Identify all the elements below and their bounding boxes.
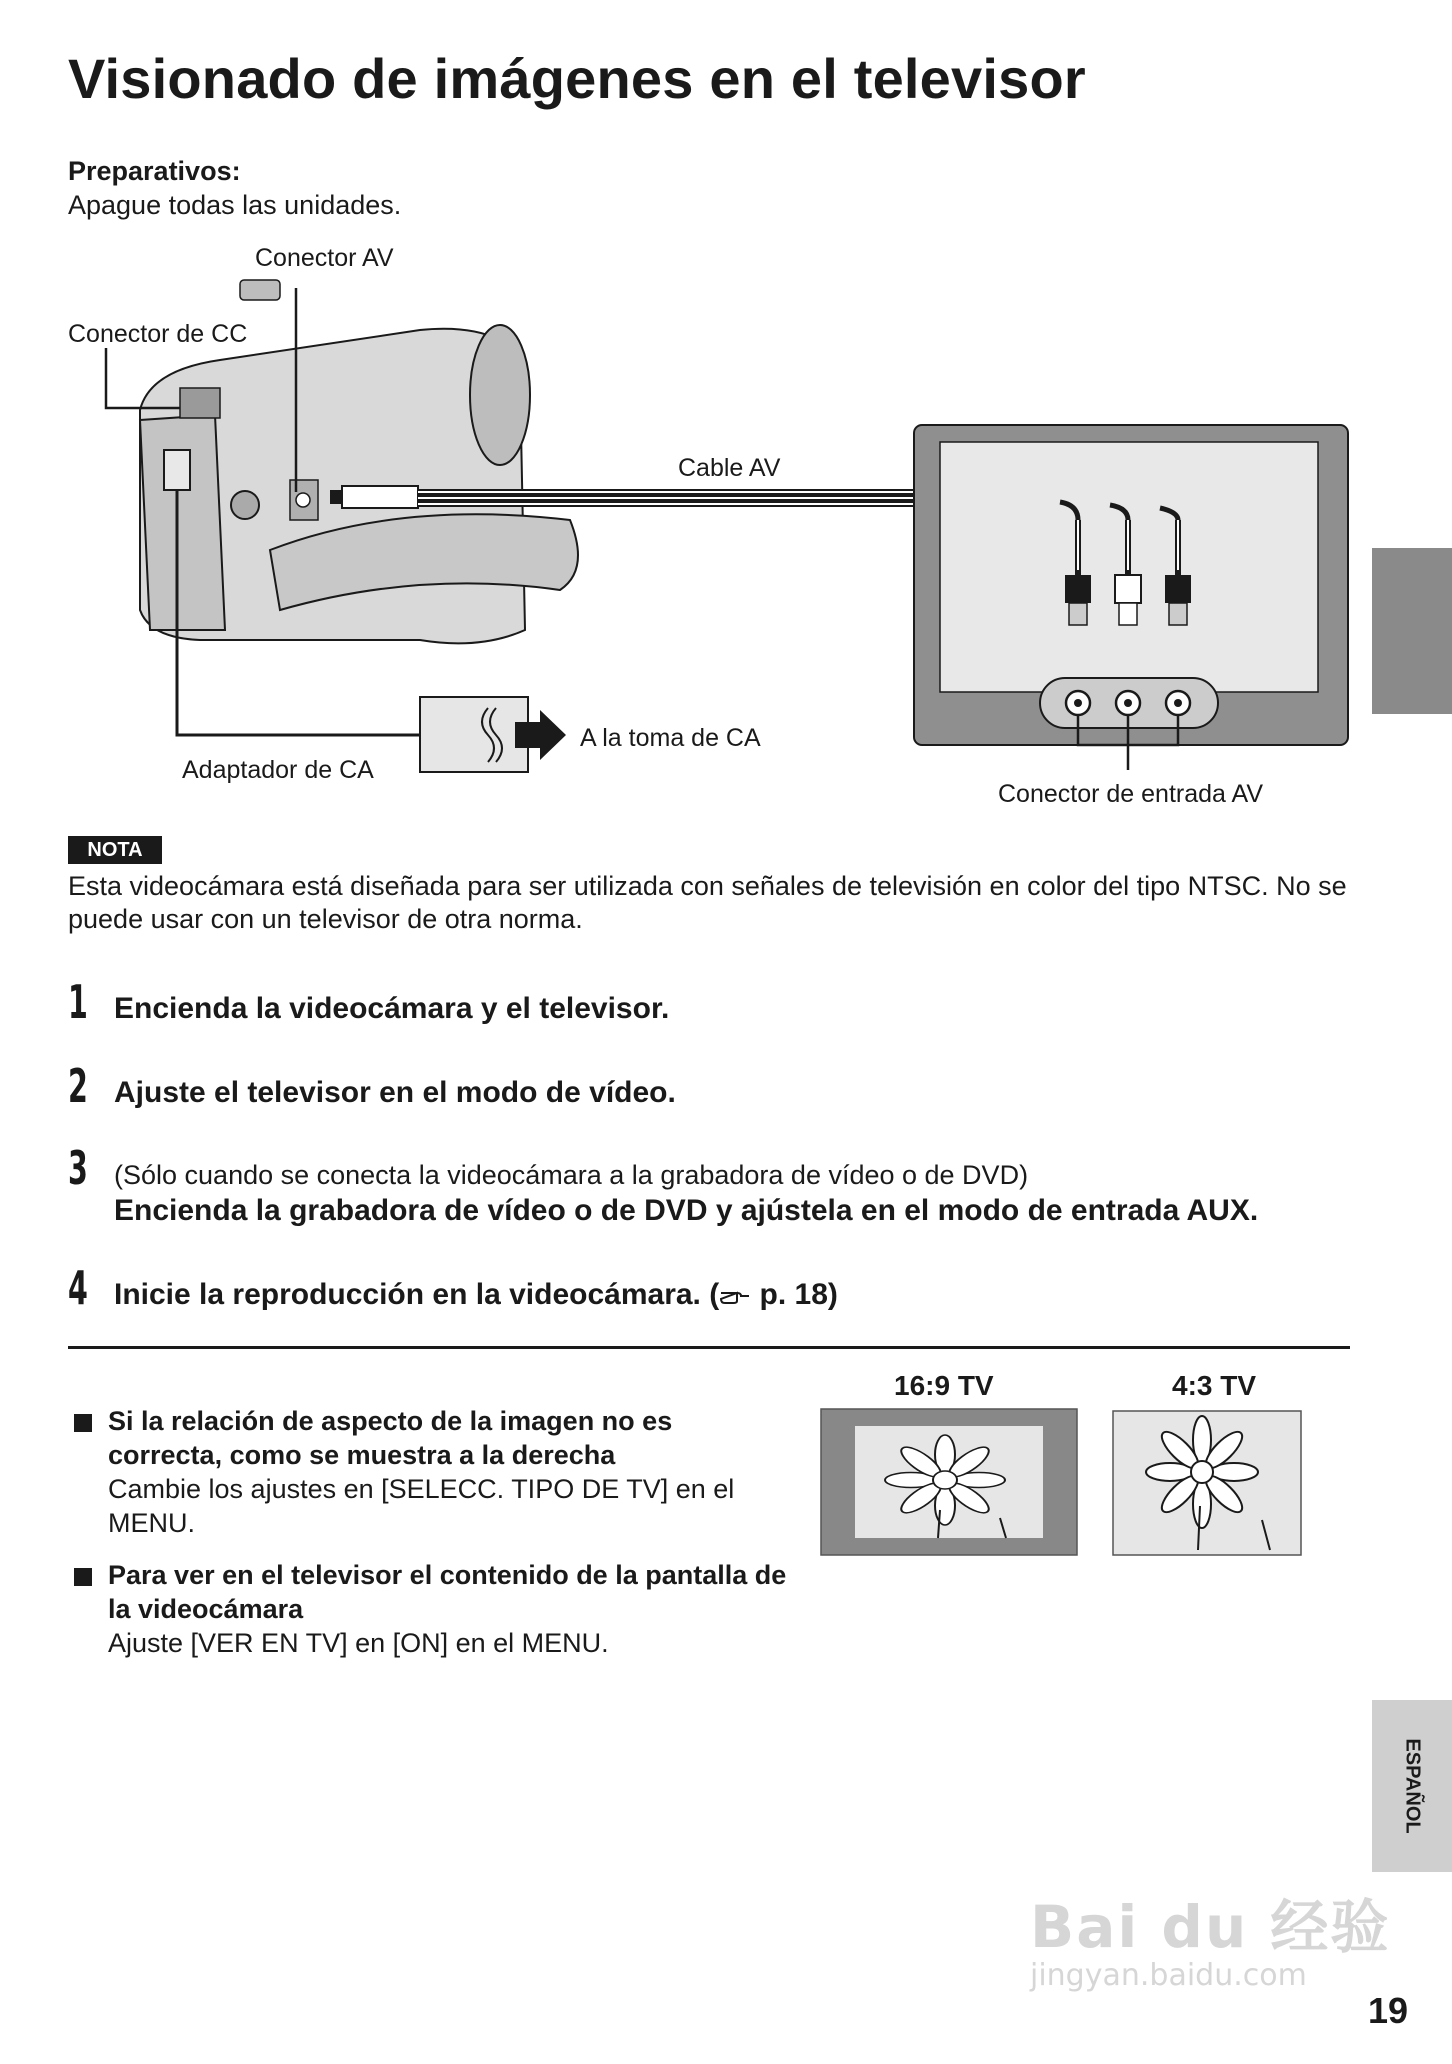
bullet-heading: Si la relación de aspecto de la imagen no es correcta, como se muestra a la derecha: [108, 1406, 673, 1470]
section-divider: [68, 1346, 1350, 1349]
step-text-main: Inicie la reproducción en la videocámara. (: [114, 1278, 720, 1311]
bullet-text: Ajuste [VER EN TV] en [ON] en el MENU.: [108, 1628, 609, 1658]
section-tab: [1372, 548, 1452, 714]
label-dc-connector: Conector de CC: [68, 320, 248, 348]
label-av-input: Conector de entrada AV: [998, 780, 1263, 808]
step-subtext: (Sólo cuando se conecta la videocámara a la grabadora de vídeo o de DVD): [114, 1160, 1029, 1190]
step-number: 1: [68, 975, 88, 1029]
bullet-square-icon: [74, 1414, 92, 1432]
bullet-heading: Para ver en el televisor el contenido de la pantalla de la videocámara: [108, 1560, 787, 1624]
tv-43-example-image: [1112, 1410, 1302, 1556]
label-ac-outlet: A la toma de CA: [580, 724, 761, 752]
step-number: 3: [68, 1141, 88, 1195]
watermark-logo: Bai du 经验: [1030, 1893, 1391, 1961]
label-169-tv: 16:9 TV: [894, 1370, 994, 1401]
prep-text: Apague todas las unidades.: [68, 190, 402, 220]
prep-heading: Preparativos:: [68, 156, 241, 186]
step-number: 4: [68, 1261, 88, 1315]
hand-pointer-icon: [719, 1279, 751, 1313]
step-text: Encienda la grabadora de vídeo o de DVD y ajústela en el modo de entrada AUX.: [114, 1194, 1259, 1227]
language-tab-label: ESPAÑOL: [1401, 1738, 1424, 1834]
label-av-cable: Cable AV: [678, 454, 781, 482]
page-reference[interactable]: p. 18): [751, 1278, 838, 1311]
label-43-tv: 4:3 TV: [1172, 1370, 1257, 1401]
label-av-connector: Conector AV: [255, 244, 394, 272]
step-number: 2: [68, 1059, 88, 1113]
step-text: [114, 1278, 838, 1313]
step-text: Ajuste el televisor en el modo de vídeo.: [114, 1076, 676, 1109]
label-ac-adapter: Adaptador de CA: [182, 756, 374, 784]
page-number: 19: [1368, 1990, 1409, 2031]
bullet-square-icon: [74, 1568, 92, 1586]
step-text: Encienda la videocámara y el televisor.: [114, 992, 670, 1025]
watermark-url: jingyan.baidu.com: [1030, 1958, 1307, 1993]
page-title: Visionado de imágenes en el televisor: [68, 47, 1086, 110]
nota-badge: NOTA: [68, 836, 162, 864]
bullet-text: Cambie los ajustes en [SELECC. TIPO DE TV] en el MENU.: [108, 1474, 735, 1538]
tv-169-example-image: [820, 1408, 1078, 1556]
nota-text: Esta videocámara está diseñada para ser utilizada con señales de televisión en color del tipo NTSC. No se puede usar con un televisor de otra norma.: [68, 871, 1347, 934]
